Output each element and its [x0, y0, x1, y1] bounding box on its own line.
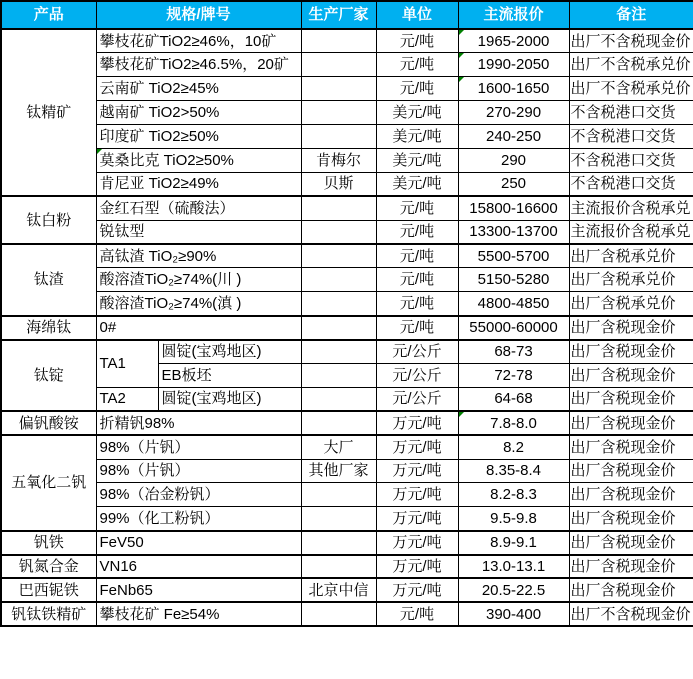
note-cell: 出厂含税现金价 — [569, 531, 693, 555]
table-row — [1, 244, 693, 268]
table-row — [1, 148, 693, 172]
manufacturer-cell: 肯梅尔 — [301, 148, 376, 172]
header-product: 产品 — [1, 1, 96, 29]
manufacturer-cell — [301, 53, 376, 77]
price-cell: 55000-60000 — [458, 316, 569, 340]
unit-cell: 美元/吨 — [376, 101, 458, 125]
table-row — [1, 292, 693, 316]
price-cell: 390-400 — [458, 602, 569, 626]
note-cell: 主流报价含税承兑 — [569, 220, 693, 244]
manufacturer-cell — [301, 77, 376, 101]
price-cell: 250 — [458, 172, 569, 196]
unit-cell: 万元/吨 — [376, 459, 458, 483]
header-row — [1, 1, 693, 29]
note-cell: 出厂含税现金价 — [569, 340, 693, 364]
note-cell: 主流报价含税承兑 — [569, 196, 693, 220]
price-cell: 8.35-8.4 — [458, 459, 569, 483]
spec-cell: 攀枝花矿TiO2≥46.5%，20矿 — [96, 53, 301, 77]
price-cell: 4800-4850 — [458, 292, 569, 316]
note-cell: 出厂不含税承兑价 — [569, 53, 693, 77]
spec-cell: 0# — [96, 316, 301, 340]
price-cell: 20.5-22.5 — [458, 578, 569, 602]
unit-cell: 美元/吨 — [376, 172, 458, 196]
manufacturer-cell — [301, 101, 376, 125]
note-cell: 出厂含税现金价 — [569, 411, 693, 435]
spec-cell: 98%（片钒） — [96, 459, 301, 483]
spec-cell: 肯尼亚 TiO2≥49% — [96, 172, 301, 196]
product-cell: 钛渣 — [1, 244, 96, 316]
unit-cell: 元/吨 — [376, 602, 458, 626]
product-cell: 五氧化二钒 — [1, 435, 96, 531]
price-cell: 13.0-13.1 — [458, 555, 569, 579]
unit-cell: 元/吨 — [376, 196, 458, 220]
price-cell: 5500-5700 — [458, 244, 569, 268]
table-row — [1, 101, 693, 125]
manufacturer-cell: 其他厂家 — [301, 459, 376, 483]
note-cell: 出厂不含税现金价 — [569, 29, 693, 53]
spec-detail-cell: 圆锭(宝鸡地区) — [158, 387, 301, 411]
unit-cell: 元/吨 — [376, 244, 458, 268]
manufacturer-cell — [301, 602, 376, 626]
product-cell: 海绵钛 — [1, 316, 96, 340]
table-row — [1, 531, 693, 555]
table-row — [1, 125, 693, 149]
note-cell: 出厂含税现金价 — [569, 387, 693, 411]
cell-flag-marker — [459, 53, 464, 58]
note-cell: 不含税港口交货 — [569, 125, 693, 149]
note-cell: 不含税港口交货 — [569, 148, 693, 172]
table-row — [1, 578, 693, 602]
spec-cell: 攀枝花矿TiO2≥46%，10矿 — [96, 29, 301, 53]
price-cell: 8.2 — [458, 435, 569, 459]
spec-cell: FeV50 — [96, 531, 301, 555]
table-row — [1, 268, 693, 292]
price-cell: 290 — [458, 148, 569, 172]
manufacturer-cell — [301, 292, 376, 316]
note-cell: 出厂含税现金价 — [569, 555, 693, 579]
note-cell: 出厂含税承兑价 — [569, 292, 693, 316]
table-row — [1, 507, 693, 531]
header-spec: 规格/牌号 — [96, 1, 301, 29]
header-unit: 单位 — [376, 1, 458, 29]
manufacturer-cell — [301, 196, 376, 220]
table-row — [1, 459, 693, 483]
unit-cell: 万元/吨 — [376, 411, 458, 435]
manufacturer-cell — [301, 244, 376, 268]
table-row — [1, 29, 693, 53]
product-cell: 钛白粉 — [1, 196, 96, 244]
price-cell: 270-290 — [458, 101, 569, 125]
note-cell: 出厂含税现金价 — [569, 435, 693, 459]
price-cell: 15800-16600 — [458, 196, 569, 220]
table-row — [1, 340, 693, 364]
note-cell: 出厂含税承兑价 — [569, 268, 693, 292]
unit-cell: 元/吨 — [376, 77, 458, 101]
price-cell: 1600-1650 — [458, 77, 569, 101]
price-cell: 68-73 — [458, 340, 569, 364]
price-table-body — [1, 29, 693, 626]
unit-cell: 元/吨 — [376, 316, 458, 340]
manufacturer-cell — [301, 411, 376, 435]
product-cell: 钒钛铁精矿 — [1, 602, 96, 626]
table-row — [1, 435, 693, 459]
price-cell: 1990-2050 — [458, 53, 569, 77]
manufacturer-cell — [301, 125, 376, 149]
product-cell: 巴西铌铁 — [1, 578, 96, 602]
cell-flag-marker — [97, 149, 102, 154]
unit-cell: 万元/吨 — [376, 531, 458, 555]
price-cell: 7.8-8.0 — [458, 411, 569, 435]
unit-cell: 万元/吨 — [376, 507, 458, 531]
spec-cell: 锐钛型 — [96, 220, 301, 244]
manufacturer-cell — [301, 507, 376, 531]
unit-cell: 万元/吨 — [376, 578, 458, 602]
spec-cell: FeNb65 — [96, 578, 301, 602]
grade-cell: TA2 — [96, 387, 158, 411]
spec-cell: 印度矿 TiO2≥50% — [96, 125, 301, 149]
unit-cell: 元/公斤 — [376, 387, 458, 411]
spec-cell: 99%（化工粉钒） — [96, 507, 301, 531]
unit-cell: 元/吨 — [376, 292, 458, 316]
manufacturer-cell — [301, 220, 376, 244]
grade-cell: TA1 — [96, 340, 158, 388]
manufacturer-cell — [301, 387, 376, 411]
manufacturer-cell — [301, 483, 376, 507]
manufacturer-cell — [301, 363, 376, 387]
price-cell: 5150-5280 — [458, 268, 569, 292]
cell-flag-marker — [459, 30, 464, 35]
table-row — [1, 411, 693, 435]
table-row — [1, 602, 693, 626]
unit-cell: 元/吨 — [376, 220, 458, 244]
product-cell: 偏钒酸铵 — [1, 411, 96, 435]
table-row — [1, 77, 693, 101]
cell-flag-marker — [459, 77, 464, 82]
table-row — [1, 196, 693, 220]
product-cell: 钛锭 — [1, 340, 96, 412]
note-cell: 出厂含税现金价 — [569, 578, 693, 602]
price-cell: 13300-13700 — [458, 220, 569, 244]
table-row — [1, 483, 693, 507]
unit-cell: 美元/吨 — [376, 148, 458, 172]
note-cell: 出厂含税现金价 — [569, 459, 693, 483]
note-cell: 出厂含税现金价 — [569, 507, 693, 531]
spec-cell: 酸溶渣TiO₂≥74%(川 ) — [96, 268, 301, 292]
header-price: 主流报价 — [458, 1, 569, 29]
note-cell: 出厂不含税承兑价 — [569, 77, 693, 101]
spec-cell: 莫桑比克 TiO2≥50% — [96, 148, 301, 172]
price-cell: 64-68 — [458, 387, 569, 411]
product-cell: 钒氮合金 — [1, 555, 96, 579]
spec-cell: 98%（冶金粉钒） — [96, 483, 301, 507]
note-cell: 出厂含税现金价 — [569, 483, 693, 507]
unit-cell: 美元/吨 — [376, 125, 458, 149]
spec-cell: 金红石型（硫酸法） — [96, 196, 301, 220]
price-cell: 8.9-9.1 — [458, 531, 569, 555]
spec-cell: VN16 — [96, 555, 301, 579]
note-cell: 出厂含税承兑价 — [569, 244, 693, 268]
manufacturer-cell: 北京中信 — [301, 578, 376, 602]
note-cell: 出厂不含税现金价 — [569, 602, 693, 626]
spec-detail-cell: EB板坯 — [158, 363, 301, 387]
unit-cell: 万元/吨 — [376, 435, 458, 459]
table-row — [1, 555, 693, 579]
manufacturer-cell — [301, 555, 376, 579]
manufacturer-cell — [301, 316, 376, 340]
spec-cell: 98%（片钒） — [96, 435, 301, 459]
manufacturer-cell: 贝斯 — [301, 172, 376, 196]
unit-cell: 万元/吨 — [376, 483, 458, 507]
table-row — [1, 387, 693, 411]
table-row — [1, 172, 693, 196]
unit-cell: 元/吨 — [376, 29, 458, 53]
table-header — [1, 1, 693, 29]
price-cell: 9.5-9.8 — [458, 507, 569, 531]
header-note: 备注 — [569, 1, 693, 29]
spec-detail-cell: 圆锭(宝鸡地区) — [158, 340, 301, 364]
table-row — [1, 53, 693, 77]
unit-cell: 万元/吨 — [376, 555, 458, 579]
unit-cell: 元/吨 — [376, 53, 458, 77]
spec-cell: 高钛渣 TiO₂≥90% — [96, 244, 301, 268]
price-cell: 72-78 — [458, 363, 569, 387]
cell-flag-marker — [459, 412, 464, 417]
manufacturer-cell — [301, 531, 376, 555]
manufacturer-cell — [301, 268, 376, 292]
table-row — [1, 316, 693, 340]
note-cell: 出厂含税现金价 — [569, 363, 693, 387]
note-cell: 出厂含税现金价 — [569, 316, 693, 340]
product-cell: 钒铁 — [1, 531, 96, 555]
spec-cell: 折精钒98% — [96, 411, 301, 435]
unit-cell: 元/吨 — [376, 268, 458, 292]
note-cell: 不含税港口交货 — [569, 101, 693, 125]
price-cell: 1965-2000 — [458, 29, 569, 53]
header-manufacturer: 生产厂家 — [301, 1, 376, 29]
manufacturer-cell — [301, 340, 376, 364]
manufacturer-cell — [301, 29, 376, 53]
unit-cell: 元/公斤 — [376, 363, 458, 387]
spec-cell: 酸溶渣TiO₂≥74%(滇 ) — [96, 292, 301, 316]
spec-cell: 越南矿 TiO2>50% — [96, 101, 301, 125]
product-cell: 钛精矿 — [1, 29, 96, 196]
unit-cell: 元/公斤 — [376, 340, 458, 364]
spec-cell: 攀枝花矿 Fe≥54% — [96, 602, 301, 626]
spec-cell: 云南矿 TiO2≥45% — [96, 77, 301, 101]
note-cell: 不含税港口交货 — [569, 172, 693, 196]
table-row — [1, 220, 693, 244]
price-cell: 8.2-8.3 — [458, 483, 569, 507]
manufacturer-cell: 大厂 — [301, 435, 376, 459]
price-cell: 240-250 — [458, 125, 569, 149]
